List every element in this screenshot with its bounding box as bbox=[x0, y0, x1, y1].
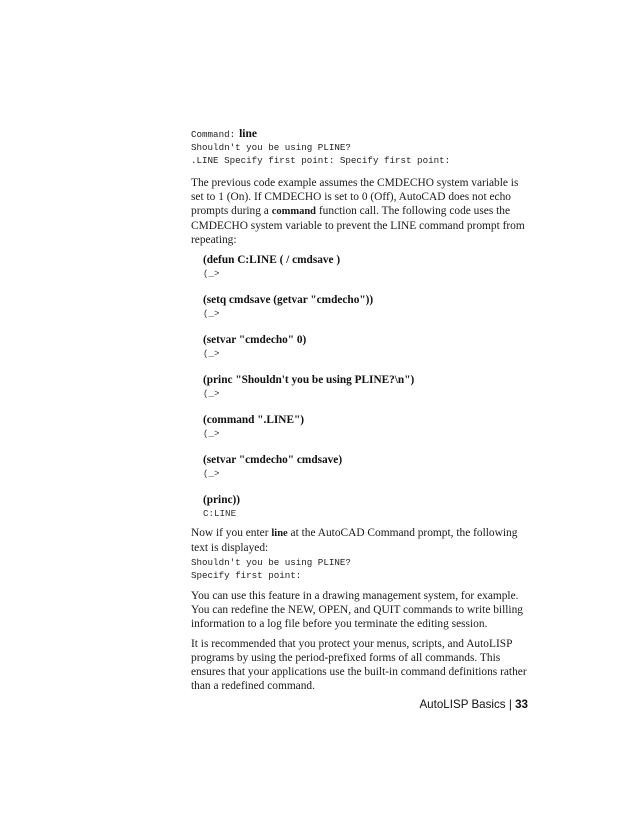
code-entry bbox=[203, 373, 527, 400]
paragraph-text: The previous code example assumes the CMDECHO system variable is set to 1 (On). If CMDECHO is set to 0 (Off), AutoCAD does not echo prompts during a bbox=[191, 177, 519, 217]
code-output-line: Specify first point: bbox=[191, 570, 302, 581]
code-output-line: Shouldn't you be using PLINE? bbox=[191, 142, 351, 153]
command-prompt: Command: bbox=[191, 129, 236, 140]
footer-section-title: AutoLISP Basics bbox=[419, 698, 506, 711]
code-output-line: Shouldn't you be using PLINE? bbox=[191, 557, 351, 568]
code-expression: (setvar "cmdecho" cmdsave) bbox=[203, 454, 343, 466]
code-entry bbox=[203, 253, 527, 280]
code-output-line: .LINE Specify first point: Specify first point: bbox=[191, 155, 451, 166]
command-line bbox=[191, 128, 527, 141]
page-content bbox=[191, 128, 527, 693]
code-entry bbox=[203, 493, 527, 520]
code-return: (_> bbox=[203, 308, 220, 319]
page-number: 33 bbox=[515, 698, 528, 711]
paragraph: It is recommended that you protect your menus, scripts, and AutoLISP programs by using the period-prefixed forms of all commands. This ensures that your applications use the built-in command definitions rather than a redefined command. bbox=[191, 638, 527, 692]
command-entered: line bbox=[239, 128, 257, 140]
paragraph: You can use this feature in a drawing management system, for example. You can redefine the NEW, OPEN, and QUIT commands to write billing information to a log file before you terminate the editing session. bbox=[191, 590, 523, 630]
code-entry bbox=[203, 413, 527, 440]
inline-command: line bbox=[271, 528, 288, 539]
output-code-block bbox=[191, 556, 527, 582]
page-footer bbox=[380, 698, 528, 711]
code-expression: (setq cmdsave (getvar "cmdecho")) bbox=[203, 294, 374, 306]
code-expression: (defun C:LINE ( / cmdsave ) bbox=[203, 254, 341, 266]
code-entry bbox=[203, 293, 527, 320]
intro-code-block bbox=[191, 128, 527, 167]
inline-command: command bbox=[271, 206, 317, 217]
code-entry bbox=[203, 453, 527, 480]
paragraph-text: Now if you enter bbox=[191, 527, 272, 539]
code-expression: (princ)) bbox=[203, 494, 241, 506]
code-return: (_> bbox=[203, 388, 220, 399]
code-return: (_> bbox=[203, 428, 220, 439]
code-block bbox=[203, 253, 527, 520]
code-entry bbox=[203, 333, 527, 360]
code-return: C:LINE bbox=[203, 508, 237, 519]
code-expression: (princ "Shouldn't you be using PLINE?\n") bbox=[203, 374, 415, 386]
code-expression: (command ".LINE") bbox=[203, 414, 305, 426]
footer-separator: | bbox=[508, 698, 512, 711]
paragraph-text: at the AutoCAD Command prompt, the following text is displayed: bbox=[191, 527, 518, 554]
paragraph-text: function call. The following code uses the CMDECHO system variable to prevent the LINE command prompt from repeating: bbox=[191, 205, 525, 246]
code-expression: (setvar "cmdecho" 0) bbox=[203, 334, 307, 346]
paragraph bbox=[191, 176, 527, 247]
code-return: (_> bbox=[203, 468, 220, 479]
code-return: (_> bbox=[203, 268, 220, 279]
paragraph bbox=[191, 526, 527, 555]
code-return: (_> bbox=[203, 348, 220, 359]
